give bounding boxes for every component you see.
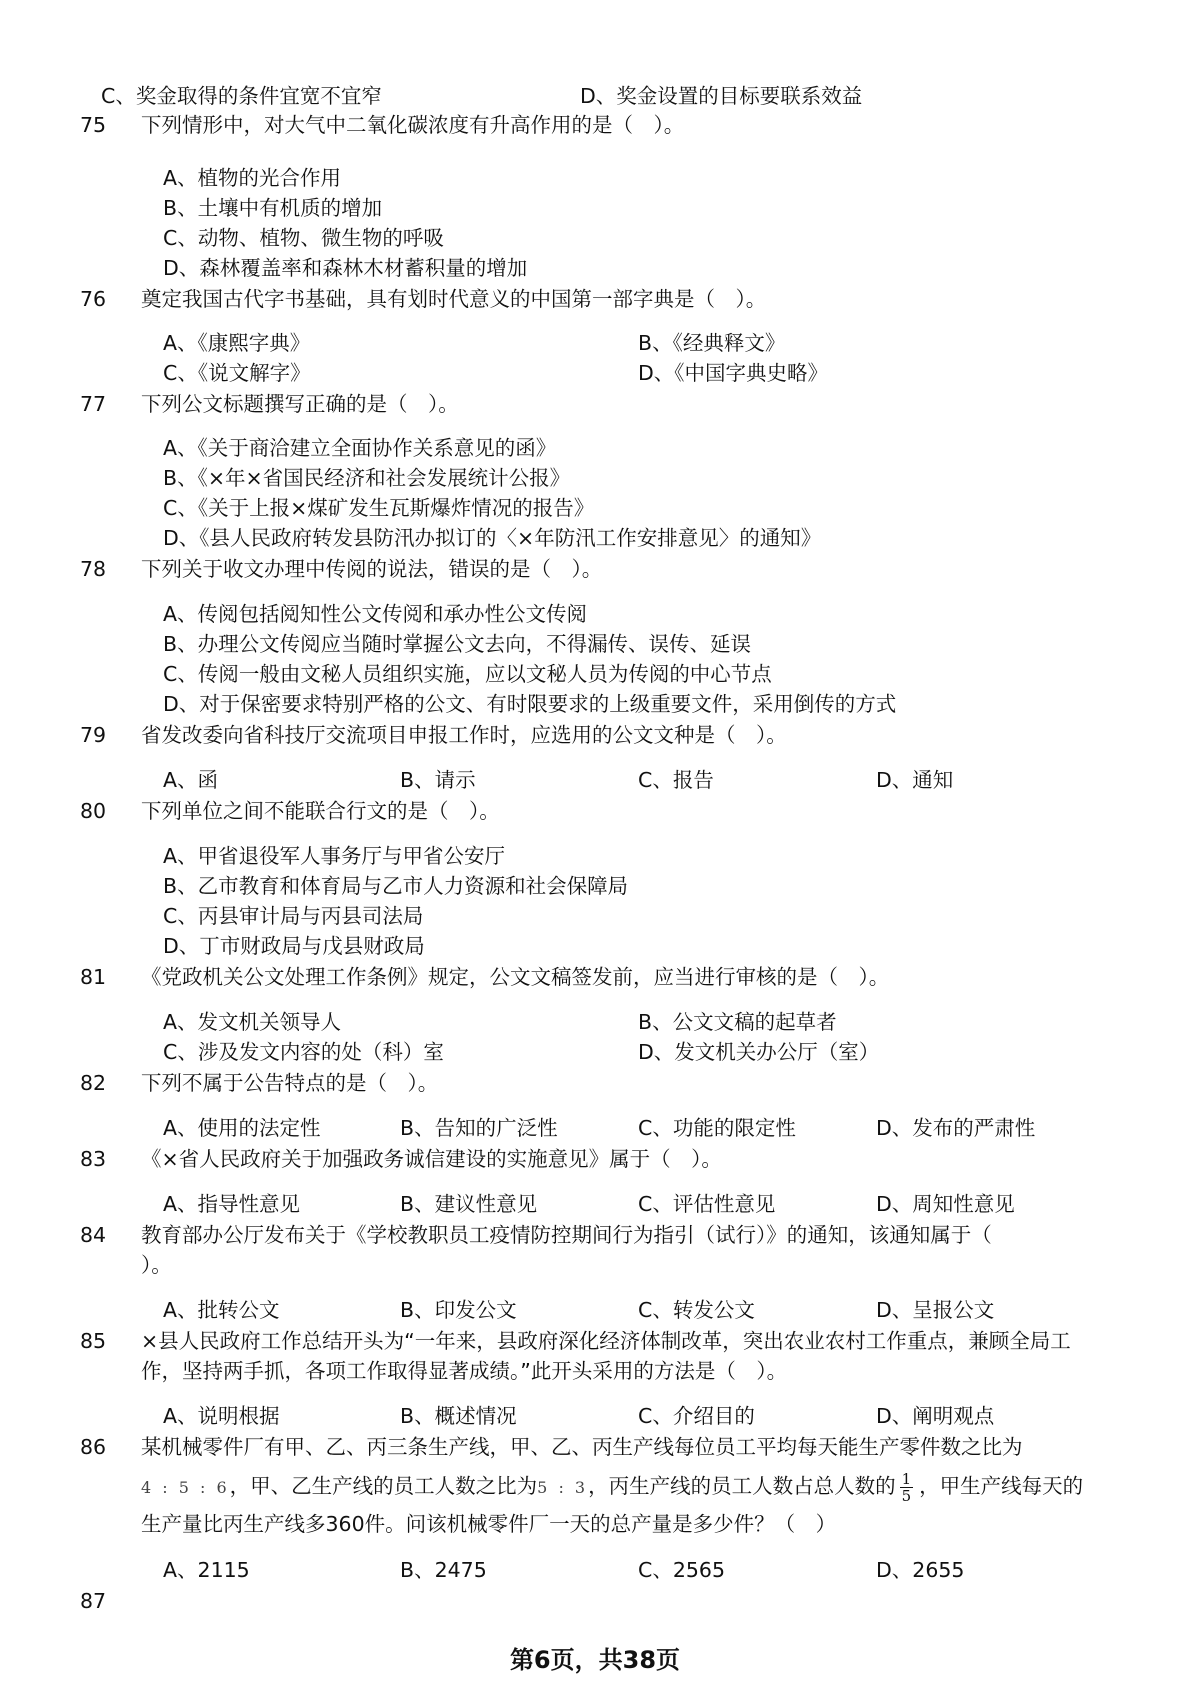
- option-c: C、介绍目的: [638, 1404, 755, 1428]
- option-a: A、指导性意见: [163, 1192, 301, 1216]
- fraction: [900, 1471, 914, 1504]
- question-text: ×县人民政府工作总结开头为“一年来，县政府深化经济体制改革，突出农业农村工作重点，兼顾全局工: [141, 1329, 1071, 1353]
- question-number: 82: [80, 1071, 107, 1095]
- question-text: 下列单位之间不能联合行文的是（ ）。: [141, 799, 500, 823]
- option-b: B、公文文稿的起草者: [638, 1010, 837, 1034]
- text-segment: ，甲生产线每天的: [919, 1474, 1084, 1498]
- option-c: C、《说文解字》: [163, 361, 311, 385]
- option-c: C、《关于上报×煤矿发生瓦斯爆炸情况的报告》: [163, 496, 595, 520]
- option-d: D、森林覆盖率和森林木材蓄积量的增加: [163, 256, 528, 280]
- question-text: 下列不属于公告特点的是（ ）。: [141, 1071, 439, 1095]
- option-c: C、奖金取得的条件宜宽不宜窄: [101, 84, 382, 108]
- option-d: D、呈报公文: [876, 1298, 995, 1322]
- question-text-continued: 生产量比丙生产线多360件。问该机械零件厂一天的总产量是多少件？（ ）: [141, 1512, 837, 1536]
- option-b: B、办理公文传阅应当随时掌握公文去向，不得漏传、误传、延误: [163, 632, 752, 656]
- option-b: B、印发公文: [400, 1298, 517, 1322]
- question-number: 86: [80, 1435, 107, 1459]
- option-c: C、转发公文: [638, 1298, 755, 1322]
- question-text: 下列关于收文办理中传阅的说法，错误的是（ ）。: [141, 557, 603, 581]
- option-a: A、《关于商洽建立全面协作关系意见的函》: [163, 436, 557, 460]
- question-text: 教育部办公厅发布关于《学校教职员工疫情防控期间行为指引（试行）》的通知，该通知属于（: [141, 1223, 992, 1247]
- option-a: A、说明根据: [163, 1404, 280, 1428]
- option-c: C、涉及发文内容的处（科）室: [163, 1040, 444, 1064]
- option-c: C、动物、植物、微生物的呼吸: [163, 226, 444, 250]
- option-b: B、乙市教育和体育局与乙市人力资源和社会保障局: [163, 874, 629, 898]
- question-number: 85: [80, 1329, 107, 1353]
- option-c: C、传阅一般由文秘人员组织实施，应以文秘人员为传阅的中心节点: [163, 662, 772, 686]
- option-a: A、传阅包括阅知性公文传阅和承办性公文传阅: [163, 602, 588, 626]
- option-c: C、报告: [638, 768, 714, 792]
- option-b: B、概述情况: [400, 1404, 517, 1428]
- option-d: D、《中国字典史略》: [638, 361, 829, 385]
- question-number: 81: [80, 965, 107, 989]
- question-number: 84: [80, 1223, 107, 1247]
- question-number: 79: [80, 723, 107, 747]
- option-a: A、2115: [163, 1558, 250, 1582]
- option-d: D、对于保密要求特别严格的公文、有时限要求的上级重要文件，采用倒传的方式: [163, 692, 897, 716]
- question-text: 某机械零件厂有甲、乙、丙三条生产线，甲、乙、丙生产线每位员工平均每天能生产零件数之比为: [141, 1435, 1023, 1459]
- option-d: D、发布的严肃性: [876, 1116, 1036, 1140]
- option-d: D、2655: [876, 1558, 965, 1582]
- option-d: D、奖金设置的目标要联系效益: [580, 84, 863, 108]
- option-b: B、建议性意见: [400, 1192, 538, 1216]
- text-segment: ，甲、乙生产线的员工人数之比为: [229, 1474, 538, 1498]
- question-number: 75: [80, 113, 107, 137]
- option-a: A、植物的光合作用: [163, 166, 342, 190]
- question-text: 《党政机关公文处理工作条例》规定，公文文稿签发前，应当进行审核的是（ ）。: [141, 965, 890, 989]
- option-b: B、请示: [400, 768, 476, 792]
- question-text-continued: [141, 1468, 1083, 1506]
- option-d: D、丁市财政局与戊县财政局: [163, 934, 425, 958]
- option-a: A、发文机关领导人: [163, 1010, 342, 1034]
- option-c: C、2565: [638, 1558, 725, 1582]
- question-text: 下列情形中，对大气中二氧化碳浓度有升高作用的是（ ）。: [141, 113, 685, 137]
- option-a: A、批转公文: [163, 1298, 280, 1322]
- question-number: 87: [80, 1589, 107, 1613]
- option-d: D、阐明观点: [876, 1404, 995, 1428]
- option-b: B、土壤中有机质的增加: [163, 196, 383, 220]
- option-b: B、告知的广泛性: [400, 1116, 558, 1140]
- option-c: C、功能的限定性: [638, 1116, 796, 1140]
- fraction-numerator: 1: [901, 1469, 912, 1488]
- question-text-continued: 作，坚持两手抓，各项工作取得显著成绩。”此开头采用的方法是（ ）。: [141, 1359, 788, 1383]
- question-number: 76: [80, 287, 107, 311]
- question-number: 80: [80, 799, 107, 823]
- option-d: D、通知: [876, 768, 954, 792]
- option-d: D、《县人民政府转发县防汛办拟订的〈×年防汛工作安排意见〉的通知》: [163, 526, 822, 550]
- option-a: A、使用的法定性: [163, 1116, 321, 1140]
- option-c: C、评估性意见: [638, 1192, 776, 1216]
- page-footer: 第6页，共38页: [509, 1646, 681, 1674]
- option-d: D、发文机关办公厅（室）: [638, 1040, 880, 1064]
- question-text: 《×省人民政府关于加强政务诚信建设的实施意见》属于（ ）。: [141, 1147, 722, 1171]
- option-d: D、周知性意见: [876, 1192, 1015, 1216]
- option-a: A、《康熙字典》: [163, 331, 311, 355]
- option-a: A、函: [163, 768, 219, 792]
- question-text: 省发改委向省科技厅交流项目申报工作时，应选用的公文文种是（ ）。: [141, 723, 787, 747]
- text-segment: ，丙生产线的员工人数占总人数的: [588, 1474, 896, 1498]
- option-b: B、2475: [400, 1558, 487, 1582]
- option-b: B、《×年×省国民经济和社会发展统计公报》: [163, 466, 571, 490]
- question-number: 77: [80, 392, 107, 416]
- question-number: 83: [80, 1147, 107, 1171]
- option-c: C、丙县审计局与丙县司法局: [163, 904, 424, 928]
- option-b: B、《经典释文》: [638, 331, 786, 355]
- question-text-continued: ）。: [141, 1253, 172, 1277]
- ratio-expression: 4 : 5 : 6: [141, 1478, 230, 1497]
- question-text: 下列公文标题撰写正确的是（ ）。: [141, 392, 459, 416]
- question-text: 奠定我国古代字书基础，具有划时代意义的中国第一部字典是（ ）。: [141, 287, 767, 311]
- option-a: A、甲省退役军人事务厅与甲省公安厅: [163, 844, 506, 868]
- fraction-denominator: 5: [901, 1486, 912, 1505]
- question-number: 78: [80, 557, 107, 581]
- ratio-expression: 5 : 3: [537, 1478, 589, 1497]
